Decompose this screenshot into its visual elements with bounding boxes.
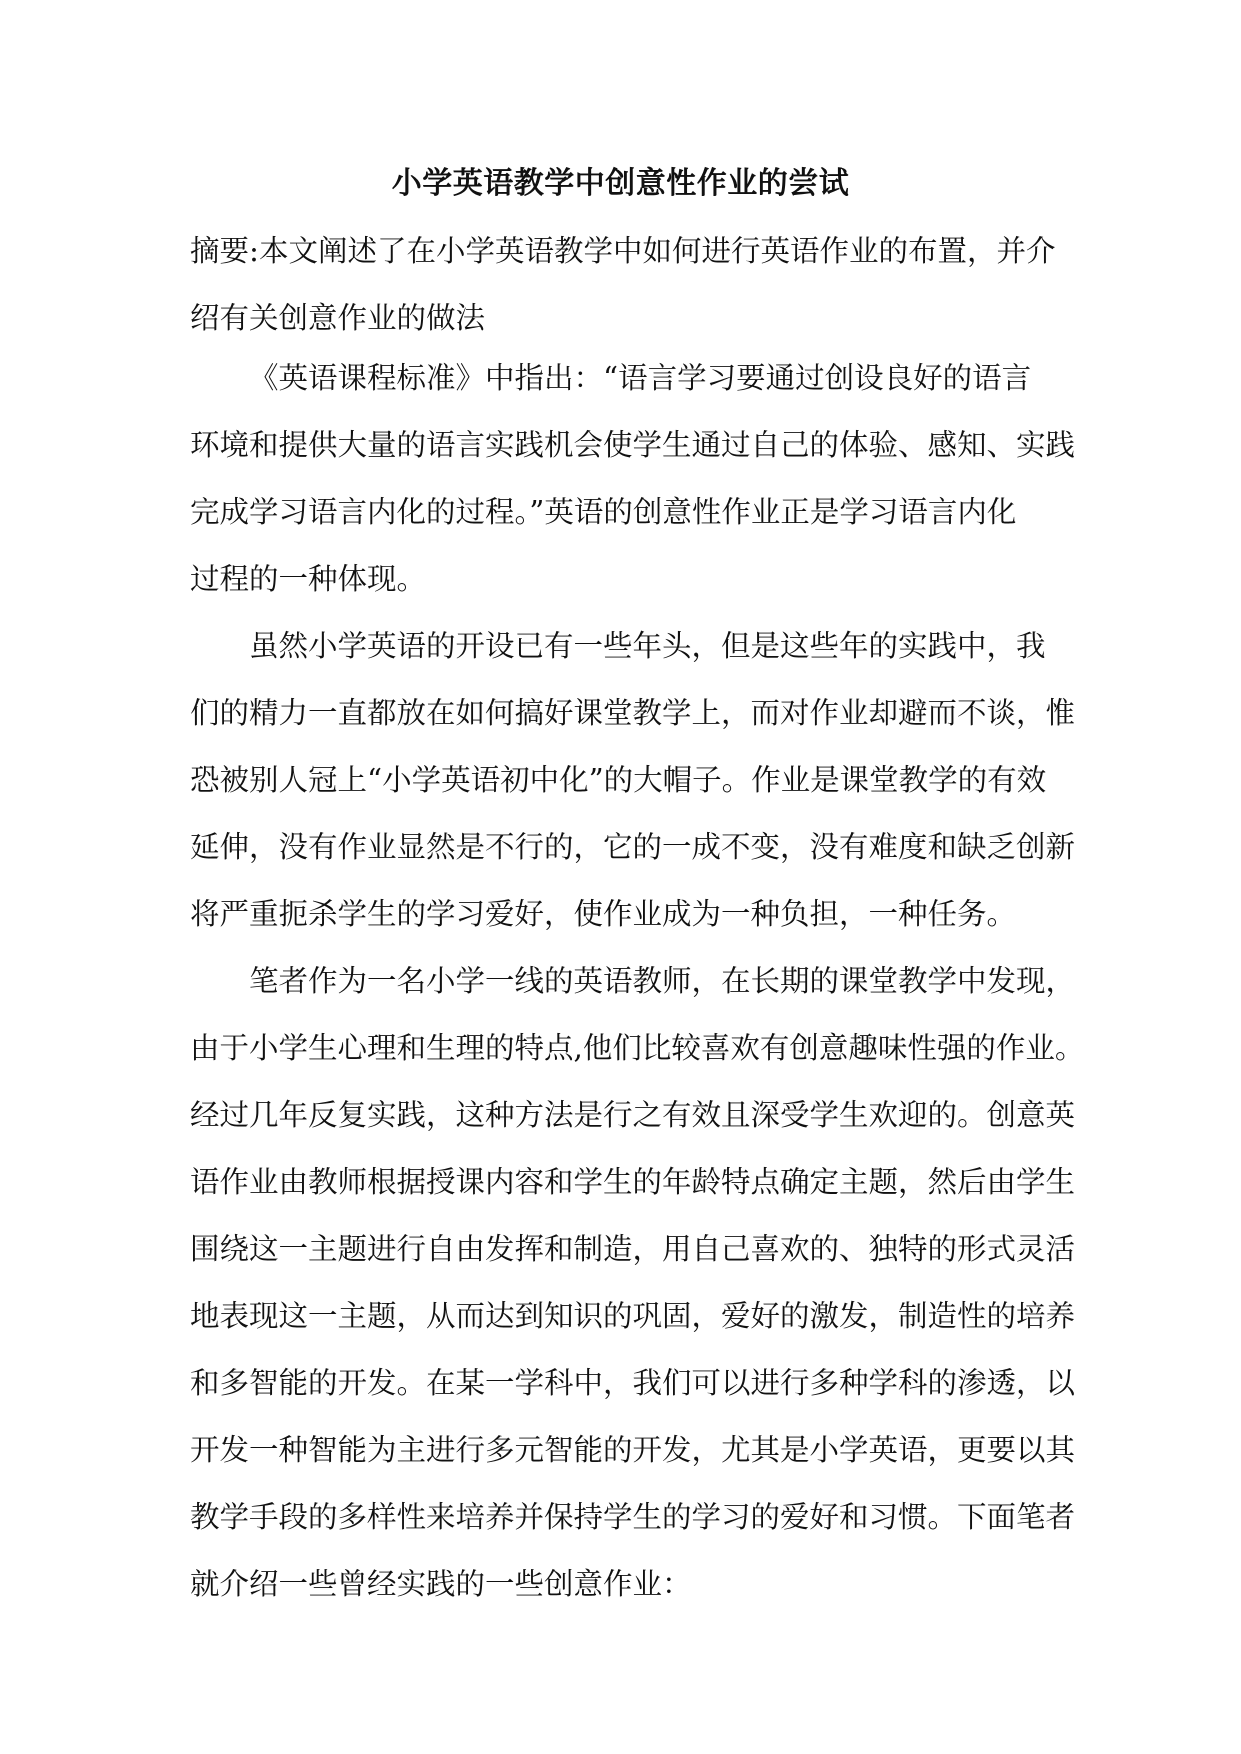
paragraph-line: 过程的一种体现。: [190, 562, 427, 596]
paragraph-line: 语作业由教师根据授课内容和学生的年龄特点确定主题，然后由学生: [190, 1165, 1076, 1199]
paragraph-line: 教学手段的多样性来培养并保持学生的学习的爱好和习惯。下面笔者: [190, 1500, 1076, 1534]
paragraph-line: 《英语课程标准》中指出：“语言学习要通过创设良好的语言: [249, 361, 1032, 395]
abstract-line: 摘要:本文阐述了在小学英语教学中如何进行英语作业的布置，并介: [190, 234, 1056, 268]
paragraph-line: 笔者作为一名小学一线的英语教师，在长期的课堂教学中发现，: [249, 964, 1076, 998]
abstract-line: 绍有关创意作业的做法: [190, 301, 486, 335]
paragraph-creative-homework: [190, 948, 1085, 1618]
paragraph-line: 完成学习语言内化的过程。”英语的创意性作业正是学习语言内化: [190, 495, 1017, 529]
body-paragraphs: [190, 345, 1085, 1618]
paragraph-line: 环境和提供大量的语言实践机会使学生通过自己的体验、感知、实践: [190, 428, 1076, 462]
paragraph-line: 开发一种智能为主进行多元智能的开发，尤其是小学英语，更要以其: [190, 1433, 1076, 1467]
paragraph-line: 由于小学生心理和生理的特点,他们比较喜欢有创意趣味性强的作业。: [190, 1031, 1085, 1065]
paragraph-line: 恐被别人冠上“小学英语初中化”的大帽子。作业是课堂教学的有效: [190, 763, 1047, 797]
paragraph-line: 经过几年反复实践，这种方法是行之有效且深受学生欢迎的。创意英: [190, 1098, 1076, 1132]
abstract: [190, 218, 1055, 352]
paragraph-line: 延伸，没有作业显然是不行的，它的一成不变，没有难度和缺乏创新: [190, 830, 1076, 864]
paragraph-line: 和多智能的开发。在某一学科中，我们可以进行多种学科的渗透，以: [190, 1366, 1076, 1400]
paragraph-line: 将严重扼杀学生的学习爱好，使作业成为一种负担，一种任务。: [190, 897, 1017, 931]
paragraph-line: 虽然小学英语的开设已有一些年头，但是这些年的实践中，我: [249, 629, 1046, 663]
paragraph-curriculum-standard: [190, 345, 1076, 613]
paragraph-line: 围绕这一主题进行自由发挥和制造，用自己喜欢的、独特的形式灵活: [190, 1232, 1076, 1266]
document-title: 小学英语教学中创意性作业的尝试: [391, 166, 850, 201]
paragraph-line: 就介绍一些曾经实践的一些创意作业：: [190, 1567, 692, 1601]
paragraph-line: 地表现这一主题，从而达到知识的巩固，爱好的激发，制造性的培养: [190, 1299, 1076, 1333]
paragraph-line: 们的精力一直都放在如何搞好课堂教学上，而对作业却避而不谈，惟: [190, 696, 1076, 730]
paragraph-homework-status: [190, 613, 1076, 948]
